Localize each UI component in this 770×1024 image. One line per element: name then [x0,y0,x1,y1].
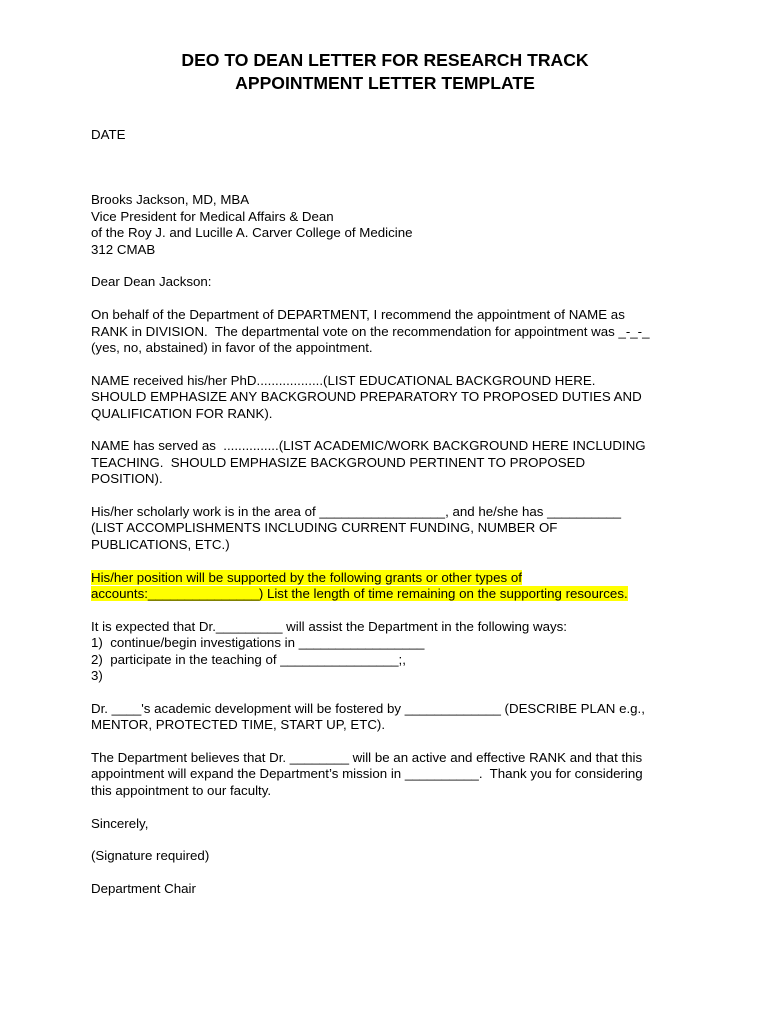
paragraph-line: RANK in DIVISION. The departmental vote on the recommendation for appointment was _-_-_ [91,323,650,339]
list-item: 3) [91,668,103,684]
recipient-address [91,192,691,258]
paragraph-line: (LIST ACCOMPLISHMENTS INCLUDING CURRENT FUNDING, NUMBER OF [91,520,558,536]
paragraph-line: POSITION). [91,471,163,487]
paragraph-funding-highlighted [91,570,691,603]
title-line-2: APPOINTMENT LETTER TEMPLATE [235,72,535,93]
paragraph-experience [91,438,691,487]
paragraph-line: (yes, no, abstained) in favor of the appointment. [91,340,373,356]
paragraph-line: NAME has served as ...............(LIST ACADEMIC/WORK BACKGROUND HERE INCLUDING [91,438,646,454]
paragraph-development [91,701,691,734]
title-line-1: DEO TO DEAN LETTER FOR RESEARCH TRACK [181,50,589,70]
highlighted-text: His/her position will be supported by the following grants or other types of [91,569,522,585]
signer-title: Department Chair [91,881,196,897]
address-line: Vice President for Medical Affairs & Dean [91,208,334,224]
document-title [0,49,770,94]
paragraph-line: TEACHING. SHOULD EMPHASIZE BACKGROUND PERTINENT TO PROPOSED [91,454,586,470]
date-placeholder: DATE [91,127,126,142]
paragraph-line: His/her scholarly work is in the area of _________________, and he/she has __________ [91,504,622,520]
address-line: Brooks Jackson, MD, MBA [91,192,250,208]
paragraph-scholarly-work [91,504,691,553]
paragraph-line: The Department believes that Dr. ________ will be an active and effective RANK and that this [91,750,643,766]
paragraph-line: QUALIFICATION FOR RANK). [91,405,273,421]
paragraph-mission [91,750,691,799]
paragraph-line: NAME received his/her PhD..................(LIST EDUCATIONAL BACKGROUND HERE. [91,372,596,388]
paragraph-line: this appointment to our faculty. [91,782,272,798]
paragraph-line: It is expected that Dr._________ will assist the Department in the following ways: [91,618,567,634]
paragraph-assistance [91,619,691,685]
paragraph-line: MENTOR, PROTECTED TIME, START UP, ETC). [91,717,386,733]
list-item: 1) continue/begin investigations in _________________ [91,635,425,651]
address-line: 312 CMAB [91,241,156,257]
list-item: 2) participate in the teaching of ________________;, [91,651,406,667]
paragraph-recommendation [91,307,691,356]
paragraph-line: appointment will expand the Department’s mission in __________. Thank you for considering [91,766,643,782]
address-line: of the Roy J. and Lucille A. Carver College of Medicine [91,225,413,241]
paragraph-line: SHOULD EMPHASIZE ANY BACKGROUND PREPARATORY TO PROPOSED DUTIES AND [91,389,642,405]
highlighted-text: accounts:_______________) List the length of time remaining on the supporting resources. [91,586,628,602]
paragraph-line: Dr. ____'s academic development will be fostered by _____________ (DESCRIBE PLAN e.g., [91,700,645,716]
letter-body [91,127,691,898]
signature-placeholder: (Signature required) [91,848,210,864]
paragraph-line: On behalf of the Department of DEPARTMENT, I recommend the appointment of NAME as [91,307,625,323]
paragraph-line: PUBLICATIONS, ETC.) [91,536,230,552]
closing: Sincerely, [91,815,149,831]
paragraph-education [91,373,691,422]
salutation: Dear Dean Jackson: [91,274,212,290]
